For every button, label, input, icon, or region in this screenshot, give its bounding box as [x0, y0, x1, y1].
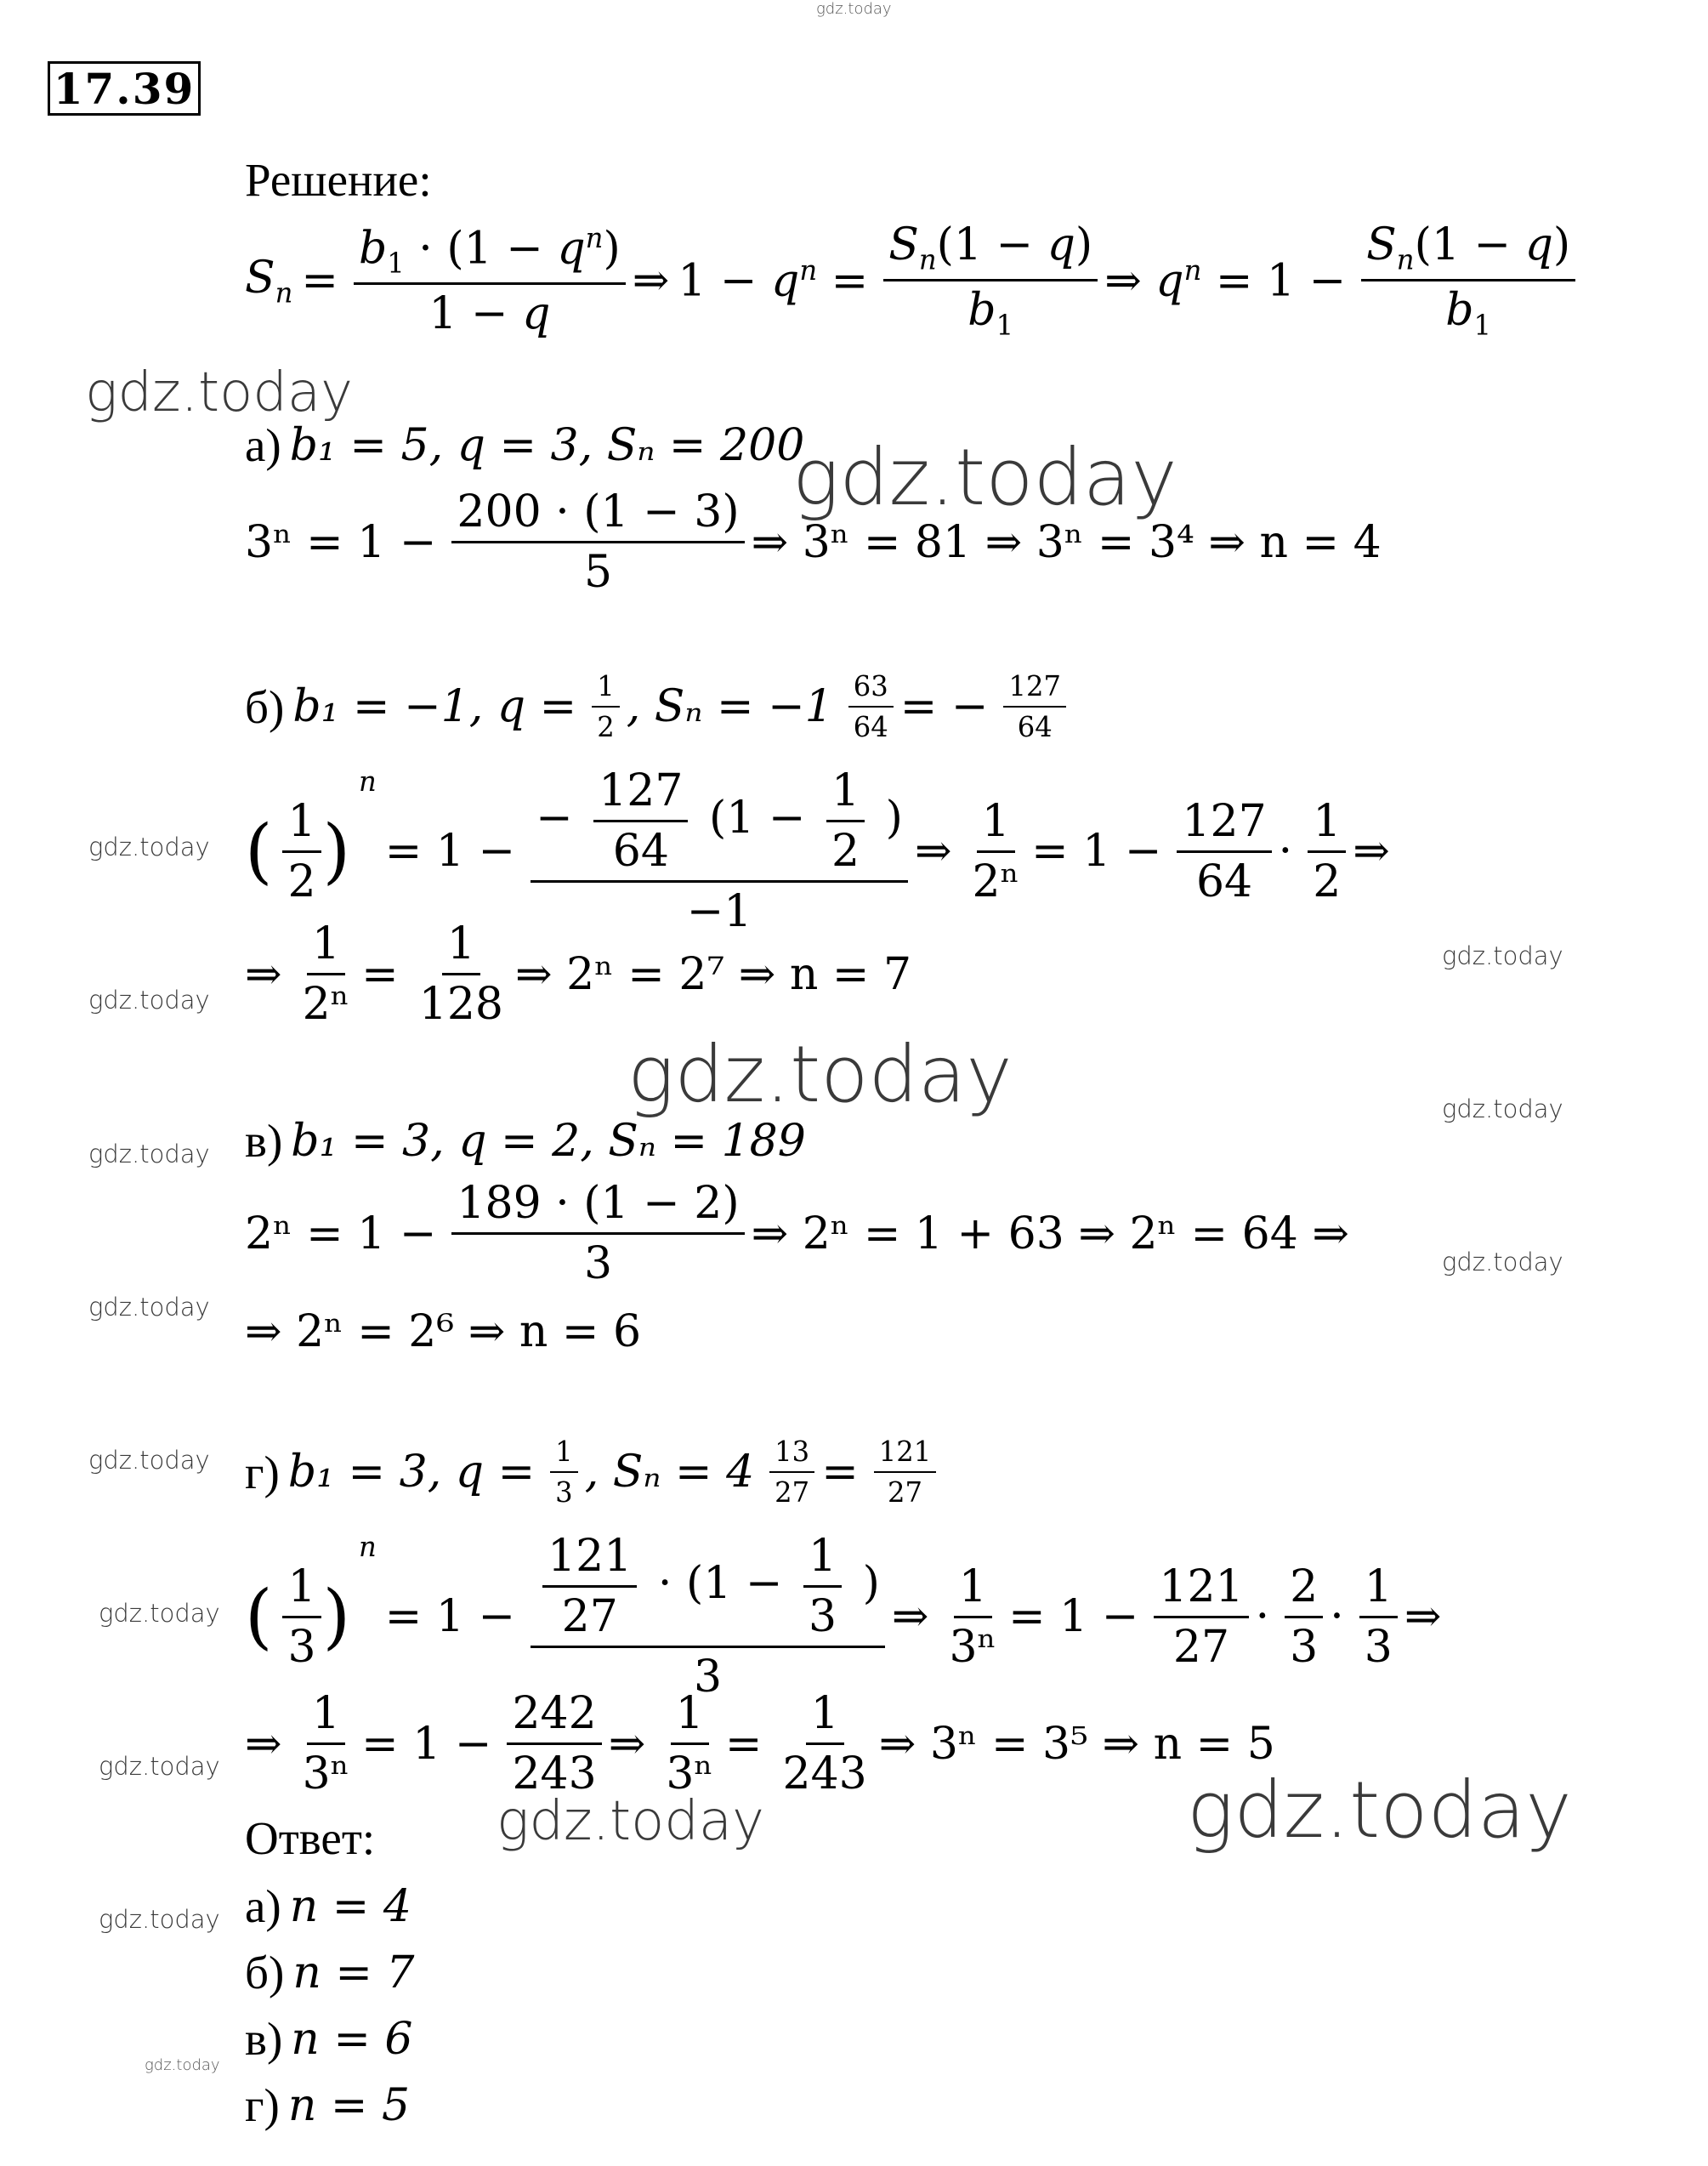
part-a-given: а) b₁ = 5, q = 3, Sₙ = 200	[245, 419, 805, 471]
answer-c: в) n = 6	[245, 2013, 413, 2065]
watermark: gdz.today	[792, 432, 1177, 523]
part-d-line1: ( $\frac{1}{3}$ ) n = 1 − $\frac{121}{27}$ · (1 − $\frac{1}{3}$ ) 3 ⇒ $\frac{1}{\text{3ⁿ}}$ = 1 − $\frac{121}{27}$ · $\frac{2}{3}$ · $\frac{1}{3}$ ⇒	[245, 1531, 1442, 1703]
watermark: gdz.today	[1442, 1094, 1563, 1123]
watermark: gdz.today	[85, 361, 353, 424]
part-c-line1: 2ⁿ = 1 − $\frac{189 \cdot (1 - 2)}{3}$ ⇒ 2ⁿ = 1 + 63 ⇒ 2ⁿ = 64 ⇒	[245, 1178, 1349, 1289]
answer-d: г) n = 5	[245, 2079, 411, 2131]
part-b-line2: ⇒ $\frac{1}{\text{2ⁿ}}$ = $\frac{1}{128}$ ⇒ 2ⁿ = 2⁷ ⇒ n = 7	[245, 918, 912, 1030]
watermark: gdz.today	[1442, 941, 1563, 970]
watermark: gdz.today	[88, 833, 210, 861]
watermark: gdz.today	[99, 1752, 220, 1781]
watermark: gdz.today	[497, 1790, 764, 1853]
solution-heading: Решение:	[245, 154, 432, 206]
watermark: gdz.today	[627, 1029, 1013, 1120]
watermark: gdz.today	[88, 1140, 210, 1168]
part-c-line2: ⇒ 2ⁿ = 2⁶ ⇒ n = 6	[245, 1306, 642, 1357]
watermark: gdz.today	[99, 1599, 220, 1628]
watermark: gdz.today	[99, 1905, 220, 1934]
part-a-line1: 3ⁿ = 1 − $\frac{200 \cdot (1 - 3)}{5}$ ⇒ 3ⁿ = 81 ⇒ 3ⁿ = 3⁴ ⇒ n = 4	[245, 486, 1382, 598]
watermark: gdz.today	[145, 2056, 220, 2074]
watermark: gdz.today	[88, 986, 210, 1015]
answer-heading: Ответ:	[245, 1812, 376, 1864]
part-b-line1: ( $\frac{1}{2}$ ) n = 1 − − $\frac{127}{64}$ (1 − $\frac{1}{2}$ ) −1 ⇒ $\frac{1}{\text{2ⁿ}}$ = 1 − $\frac{127}{64}$ · $\frac{1}{2}$ ⇒	[245, 765, 1390, 937]
watermark: gdz.today	[88, 1446, 210, 1475]
watermark: gdz.today	[816, 0, 892, 18]
watermark: gdz.today	[1442, 1248, 1563, 1276]
general-formula: $S_n$ = $\frac{b_1 \cdot (1 - q^n)}{1 - q}$ ⇒ $1 - q^n$ = $\frac{S_n(1 - q)}{b_1}$ ⇒ $q^n = 1$ − $\frac{S_n(1 - q)}{b_1}$	[245, 219, 1582, 342]
watermark: gdz.today	[88, 1293, 210, 1322]
part-c-given: в) b₁ = 3, q = 2, Sₙ = 189	[245, 1115, 806, 1167]
part-d-given: г) b₁ = 3, q = $\frac{1}{3}$ , Sₙ = 4 $\frac{13}{27}$ = $\frac{121}{27}$	[245, 1435, 943, 1509]
part-d-line2: ⇒ $\frac{1}{\text{3ⁿ}}$ = 1 − $\frac{242}{243}$ ⇒ $\frac{1}{\text{3ⁿ}}$ = $\frac{1}{243}$ ⇒ 3ⁿ = 3⁵ ⇒ n = 5	[245, 1688, 1275, 1799]
part-b-given: б) b₁ = −1, q = $\frac{1}{2}$ , Sₙ = −1 $\frac{63}{64}$ = − $\frac{127}{64}$	[245, 670, 1073, 743]
answer-a: а) n = 4	[245, 1880, 411, 1932]
problem-number: 17.39	[48, 61, 201, 116]
watermark: gdz.today	[1187, 1765, 1572, 1856]
answer-b: б) n = 7	[245, 1947, 415, 1998]
